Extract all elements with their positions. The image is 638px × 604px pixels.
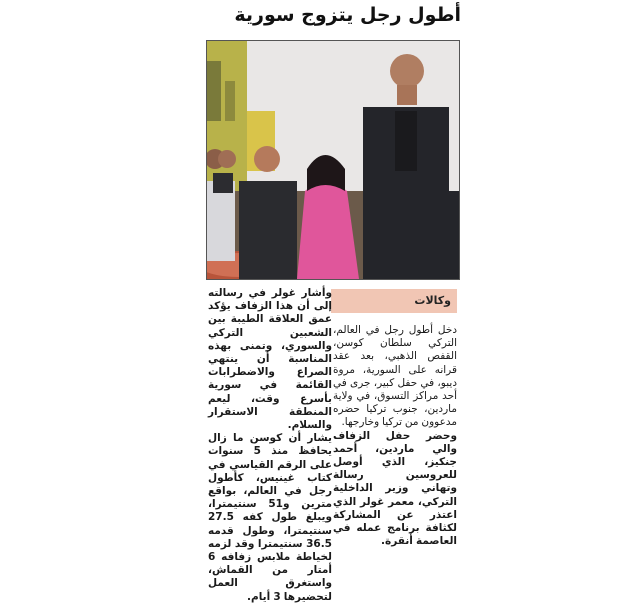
paragraph: دخل أطول رجل في العالم، التركي سلطان كوسن، القفص الذهبي، بعد عقد قرانه على السورية، مروة ديبو، في حفل كبير، جرى في أحد مراكز التسوق، في ولاية ماردين، جنوب تركيا حضره مدعوون من تركيا وخارجها. (333, 324, 457, 429)
wedding-photo-icon (207, 41, 459, 279)
headline: أطول رجل يتزوج سورية (234, 4, 461, 26)
paragraph: يشار أن كوسن ما زال يحافظ منذ 5 سنوات على الرقم القياسي في كتاب غينيس، كأطول رجل في العالم، بواقع مترين و51 سنتيمترا، ويبلغ طول كفه 27.5 سنتيمترا، وطول قدمه 36.5 سنتيمترا وقد لزمه لخياطة ملابس زفافه 6 أمتار من القماش، واستغرق العمل لتحضيرها 3 أيام. (208, 432, 332, 603)
agency-label: وكالات (331, 289, 457, 313)
article-column-left (208, 287, 332, 604)
paragraph: وأشار غولر في رسالته إلى أن هذا الزفاف يؤكد عمق العلاقة الطيبة بين الشعبين التركي والسوري، وتمنى بهذه المناسبة أن ينتهي الصراع والاضطرابات القائمة في سورية بأسرع وقت، ليعم المنطقة الاستقرار والسلام. (208, 287, 332, 432)
article-column-right (333, 324, 457, 548)
article-photo (206, 40, 460, 280)
paragraph: وحضر حفل الزفاف والي ماردين، أحمد جنكيز، الذي أوصل للعروسين رسالة وتهاني وزير الداخلية التركي، معمر غولر الذي اعتذر عن المشاركة لكثافة برنامج عمله في العاصمة أنقرة. (333, 429, 457, 548)
